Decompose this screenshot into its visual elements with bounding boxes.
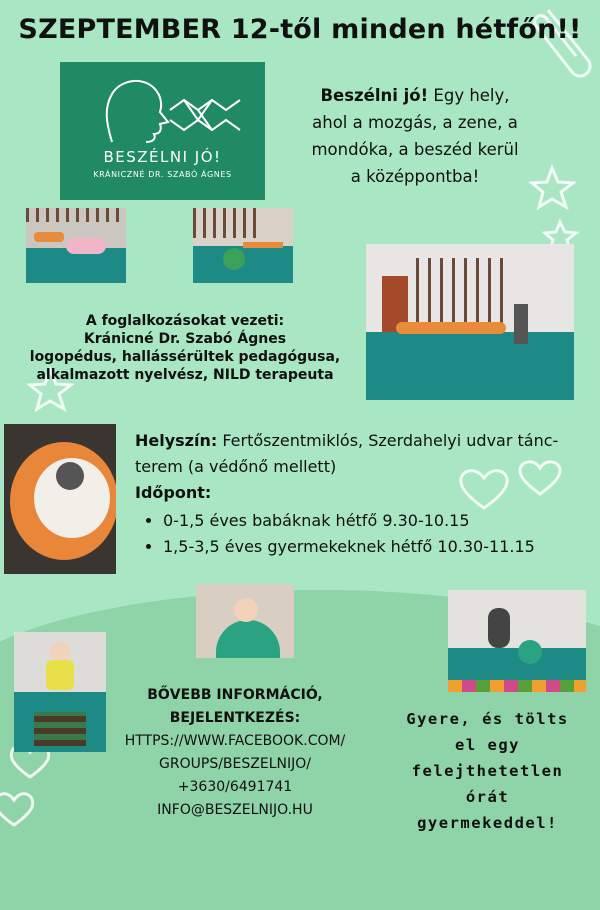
facebook-link-2[interactable]: GROUPS/BESZELNIJO/ [159,756,311,772]
location-section [135,428,595,560]
photo-tunnel [4,424,116,574]
photo-baby-crawling [26,208,126,283]
leader-line-4: alkalmazott nyelvész, NILD terapeuta [36,367,334,383]
head-profile-icon [60,62,265,152]
photo-balance-walk [14,632,106,752]
cta-line-4: órát [465,788,510,806]
cta-line-5: gyermekeddel! [417,814,558,832]
intro-text [310,82,520,190]
photo-mother-child [448,590,586,692]
photo-gym-group [366,244,574,400]
logo-brand: BESZÉLNI JÓ! [103,148,222,166]
leader-line-1: A foglalkozásokat vezeti: [85,313,285,329]
phone-number[interactable]: +3630/6491741 [177,779,293,795]
leader-info [5,312,365,384]
location-line [135,428,595,480]
leader-line-2: Kránicné Dr. Szabó Ágnes [83,331,287,347]
photo-baby-ball [196,584,294,658]
cta-line-2: el egy [455,736,520,754]
facebook-link-1[interactable]: HTTPS://WWW.FACEBOOK.COM/ [124,733,346,749]
contact-info [105,684,365,822]
photo-play-area [193,208,293,283]
info-heading-1: BŐVEBB INFORMÁCIÓ, [147,687,323,703]
intro-bold: Beszélni jó! [320,86,429,105]
star-icon [532,168,573,207]
cta-line-3: felejthetetlen [411,762,564,780]
page-title: SZEPTEMBER 12-től minden hétfőn!! [18,14,582,45]
location-label: Helyszín: [135,431,218,450]
heart-icon [0,794,33,825]
time-item: • 1,5-3,5 éves gyermekeknek hétfő 10.30-11.15 [163,534,595,560]
intro-rest: Egy hely, ahol a mozgás, a zene, a mondóka, a beszéd kerül a középpontba! [311,86,519,186]
logo [60,62,265,200]
time-item: • 0-1,5 éves babáknak hétfő 9.30-10.15 [163,508,595,534]
email-address[interactable]: INFO@BESZELNIJO.HU [157,802,313,818]
time-list [135,508,595,560]
cta-line-1: Gyere, és tölts [406,710,569,728]
leader-line-3: logopédus, hallássérültek pedagógusa, [29,349,341,365]
location-text: Fertőszentmiklós, Szerdahelyi udvar táncterem (a védőnő mellett) [135,431,559,476]
time-label: Időpont: [135,483,212,502]
info-heading-2: BEJELENTKEZÉS: [169,710,301,726]
call-to-action [390,706,585,836]
logo-subtitle: KRÁNICZNÉ DR. SZABÓ ÁGNES [93,170,232,179]
